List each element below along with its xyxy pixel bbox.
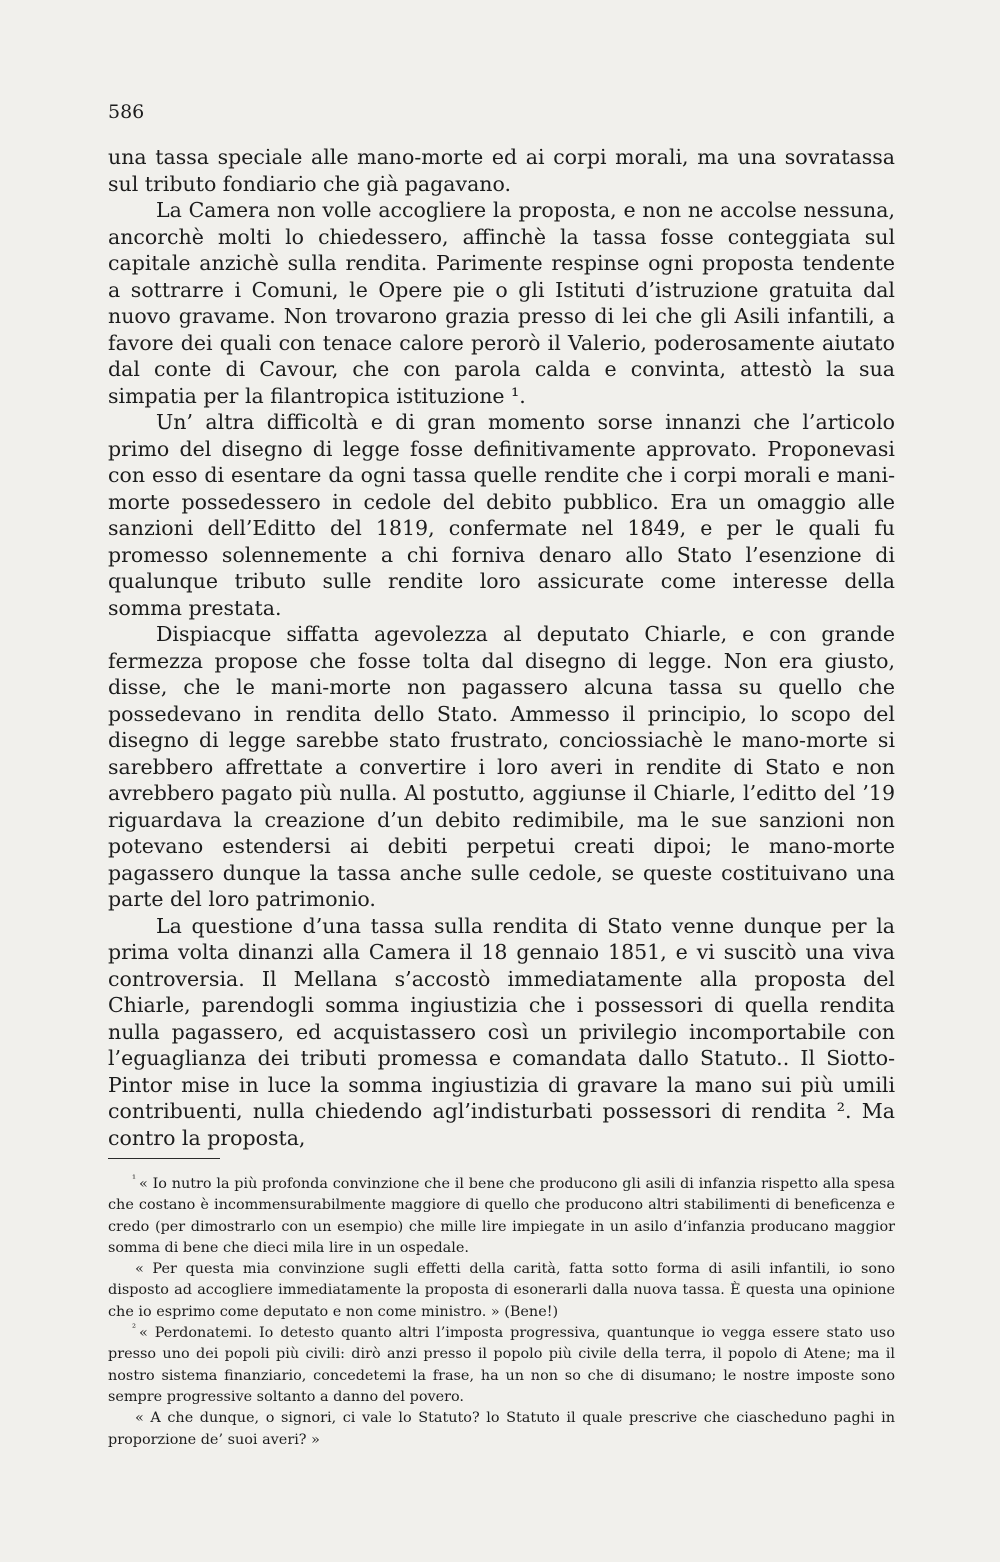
footnote-text: « Per questa mia convinzione sugli effetti della carità, fatta sotto forma di asili infantili, io sono disposto ad accogliere immediatamente la proposta di esonerarli dalla nuova tassa. È questa una opinione che io esprimo come deputato e non come ministro. » (Bene!)	[108, 1261, 895, 1320]
footnote-text: « Perdonatemi. Io detesto quanto altri l’imposta progressiva, quantunque io vegga essere stato uso presso uno dei popoli più civili: dirò anzi presso il popolo più civile della terra, il popolo di Atene; ma il nostro sistema finanziario, concedetemi la frase, ha un non so che di disumano; le nostre imposte sono sempre progressive soltanto a danno del povero.	[108, 1325, 895, 1405]
footnote-paragraph	[108, 1259, 895, 1323]
footnote-paragraph	[108, 1323, 895, 1408]
paragraph: Dispiacque siffatta agevolezza al deputato Chiarle, e con grande fermezza propose che fosse tolta dal disegno di legge. Non era giusto, disse, che le mani-morte non pagassero alcuna tassa su quello che possedevano in rendita dello Stato. Ammesso il principio, lo scopo del disegno di legge sarebbe stato frustrato, conciossiachè le mano-morte si sarebbero affrettate a convertire i loro averi in rendite di Stato e non avrebbero pagato più nulla. Al postutto, aggiunse il Chiarle, l’editto del ’19 riguardava la creazione d’un debito redimibile, ma le sue sanzioni non potevano estendersi ai debiti perpetui creati dipoi; le mano-morte pagassero dunque la tassa anche sulle cedole, se queste costituivano una parte del loro patrimonio.	[108, 622, 895, 911]
footnote-divider	[108, 1158, 220, 1159]
paragraph: La questione d’una tassa sulla rendita di Stato venne dunque per la prima volta dinanzi alla Camera il 18 gennaio 1851, e vi suscitò una viva controversia. Il Mellana s’accostò immediatamente alla proposta del Chiarle, parendogli somma ingiustizia che i possessori di quella rendita nulla pagassero, ed acquistassero così un privilegio incomportabile con l’eguaglianza dei tributi promessa e comandata dallo Statuto.. Il Siotto-Pintor mise in luce la somma ingiustizia di gravare la mano sui più umili contribuenti, nulla chiedendo agl’indisturbati possessori di rendita ². Ma contro la proposta,	[108, 913, 895, 1150]
page-number: 586	[108, 101, 145, 123]
footnote-text: « A che dunque, o signori, ci vale lo Statuto? lo Statuto il quale prescrive che ciascheduno paghi in proporzione de’ suoi averi? »	[108, 1410, 895, 1448]
footnote-mark: ¹	[132, 1174, 137, 1186]
footnote-text: « Io nutro la più profonda convinzione che il bene che producono gli asili di infanzia rispetto alla spesa che costano è incommensurabilmente maggiore di quello che producono altri stabilimenti di beneficenza e credo (per dimostrarlo con un esempio) che mille lire impiegate in un asilo d’infanzia producano maggior somma di bene che dieci mila lire in un ospedale.	[108, 1176, 895, 1256]
paragraph: La Camera non volle accogliere la proposta, e non ne accolse nessuna, ancorchè molti lo chiedessero, affinchè la tassa fosse conteggiata sul capitale anzichè sulla rendita. Parimente respinse ogni proposta tendente a sottrarre i Comuni, le Opere pie o gli Istituti d’istruzione gratuita dal nuovo gravame. Non trovarono grazia presso di lei che gli Asili infantili, a favore dei quali con tenace calore perorò il Valerio, poderosamente aiutato dal conte di Cavour, che con parola calda e convinta, attestò la sua simpatia per la filantropica istituzione ¹.	[108, 198, 895, 408]
paragraph: Un’ altra difficoltà e di gran momento sorse innanzi che l’articolo primo del disegno di legge fosse definitivamente approvato. Proponevasi con esso di esentare da ogni tassa quelle rendite che i corpi morali e mani-morte possedessero in cedole del debito pubblico. Era un omaggio alle sanzioni dell’Editto del 1819, confermate nel 1849, e per le quali fu promesso solennemente a chi forniva denaro allo Stato l’esenzione di qualunque tributo sulle rendite loro assicurate come interesse della somma prestata.	[108, 410, 895, 620]
body-text	[108, 144, 895, 1151]
footnote-mark: ²	[132, 1323, 137, 1335]
footnote-paragraph	[108, 1408, 895, 1451]
footnote-paragraph	[108, 1174, 895, 1259]
footnotes	[108, 1174, 895, 1451]
paragraph: una tassa speciale alle mano-morte ed ai corpi morali, ma una sovratassa sul tributo fondiario che già pagavano.	[108, 145, 895, 196]
